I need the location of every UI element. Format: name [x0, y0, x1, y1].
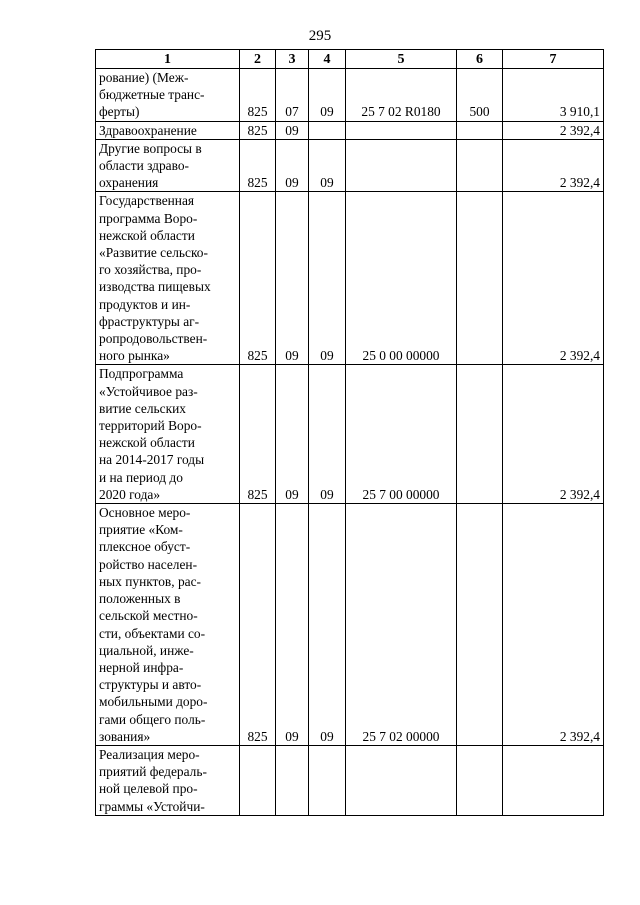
section-code-cell: 07 [276, 69, 309, 122]
row-name-line: и на период до [99, 469, 183, 485]
row-name-line: продуктов и ин- [99, 296, 191, 312]
expense-type-cell [457, 365, 503, 504]
subsection-code-cell: 09 [309, 139, 346, 192]
row-name-line: витие сельских [99, 400, 186, 416]
row-name-cell [96, 504, 240, 746]
table-header-row [96, 50, 604, 69]
row-name-cell [96, 745, 240, 815]
row-name-line: территорий Воро- [99, 418, 202, 434]
row-name-line: «Развитие сельско- [99, 245, 208, 261]
subsection-code-cell [309, 121, 346, 139]
section-code-cell: 09 [276, 192, 309, 365]
row-name-line: граммы «Устойчи- [99, 798, 205, 814]
row-name-line: фраструктуры аг- [99, 313, 200, 329]
expense-type-cell: 500 [457, 69, 503, 122]
amount-cell: 2 392,4 [503, 365, 604, 504]
target-item-cell: 25 7 02 R0180 [346, 69, 457, 122]
amount-cell: 2 392,4 [503, 121, 604, 139]
ministry-code-cell: 825 [240, 365, 276, 504]
ministry-code-cell: 825 [240, 192, 276, 365]
table-row [96, 69, 604, 122]
row-name-line: мобильными доро- [99, 694, 208, 710]
column-header: 4 [309, 50, 346, 69]
row-name-line: Подпрограмма [99, 366, 184, 382]
row-name-line: Другие вопросы в [99, 140, 202, 156]
table-row [96, 365, 604, 504]
row-name-line: положенных в [99, 591, 181, 607]
page-number: 295 [308, 28, 332, 44]
row-name-line: Основное меро- [99, 505, 191, 521]
target-item-cell [346, 745, 457, 815]
column-header: 1 [96, 50, 240, 69]
row-name-line: Реализация меро- [99, 746, 200, 762]
row-name-line: ного рынка» [99, 348, 170, 364]
ministry-code-cell: 825 [240, 69, 276, 122]
column-header: 3 [276, 50, 309, 69]
amount-cell [503, 745, 604, 815]
row-name-line: Здравоохранение [99, 122, 197, 138]
section-code-cell: 09 [276, 139, 309, 192]
row-name-line: «Устойчивое раз- [99, 383, 198, 399]
row-name-line: ропродовольствен- [99, 331, 208, 347]
row-name-line: на 2014-2017 годы [99, 452, 205, 468]
row-name-line: ферты) [99, 104, 140, 120]
row-name-line: структуры и авто- [99, 677, 202, 693]
ministry-code-cell: 825 [240, 121, 276, 139]
table-row [96, 745, 604, 815]
subsection-code-cell: 09 [309, 192, 346, 365]
row-name-line: охранения [99, 175, 159, 191]
row-name-cell [96, 365, 240, 504]
row-name-line: ных пунктов, рас- [99, 573, 201, 589]
row-name-cell [96, 121, 240, 139]
row-name-line: циальной, инже- [99, 642, 194, 658]
row-name-cell [96, 139, 240, 192]
expense-type-cell [457, 504, 503, 746]
column-header: 2 [240, 50, 276, 69]
target-item-cell: 25 0 00 00000 [346, 192, 457, 365]
target-item-cell: 25 7 00 00000 [346, 365, 457, 504]
subsection-code-cell: 09 [309, 69, 346, 122]
subsection-code-cell: 09 [309, 365, 346, 504]
row-name-line: нежской области [99, 435, 195, 451]
row-name-line: сельской местно- [99, 608, 198, 624]
row-name-line: приятие «Ком- [99, 522, 183, 538]
row-name-line: приятий федераль- [99, 764, 207, 780]
expense-type-cell [457, 139, 503, 192]
row-name-line: нерной инфра- [99, 659, 184, 675]
target-item-cell: 25 7 02 00000 [346, 504, 457, 746]
ministry-code-cell: 825 [240, 139, 276, 192]
amount-cell: 2 392,4 [503, 139, 604, 192]
expense-type-cell [457, 192, 503, 365]
section-code-cell: 09 [276, 365, 309, 504]
row-name-line: Государственная [99, 193, 195, 209]
row-name-line: сти, объектами со- [99, 625, 206, 641]
expense-type-cell [457, 121, 503, 139]
row-name-cell [96, 69, 240, 122]
column-header: 5 [346, 50, 457, 69]
target-item-cell [346, 139, 457, 192]
column-header: 7 [503, 50, 604, 69]
budget-table [95, 49, 604, 816]
table-row [96, 139, 604, 192]
row-name-line: ной целевой про- [99, 781, 198, 797]
amount-cell: 3 910,1 [503, 69, 604, 122]
row-name-line: изводства пищевых [99, 279, 211, 295]
expense-type-cell [457, 745, 503, 815]
row-name-line: рование) (Меж- [99, 70, 189, 85]
row-name-line: области здраво- [99, 158, 189, 174]
ministry-code-cell [240, 745, 276, 815]
column-header: 6 [457, 50, 503, 69]
section-code-cell [276, 745, 309, 815]
row-name-line: плексное обуст- [99, 539, 191, 555]
amount-cell: 2 392,4 [503, 192, 604, 365]
row-name-line: ройство населен- [99, 556, 198, 572]
section-code-cell: 09 [276, 504, 309, 746]
row-name-line: нежской области [99, 227, 195, 243]
row-name-line: бюджетные транс- [99, 87, 205, 103]
row-name-line: го хозяйства, про- [99, 262, 202, 278]
ministry-code-cell: 825 [240, 504, 276, 746]
row-name-line: гами общего поль- [99, 711, 206, 727]
row-name-line: 2020 года» [99, 486, 161, 502]
subsection-code-cell [309, 745, 346, 815]
table-row [96, 121, 604, 139]
section-code-cell: 09 [276, 121, 309, 139]
amount-cell: 2 392,4 [503, 504, 604, 746]
row-name-cell [96, 192, 240, 365]
table-row [96, 192, 604, 365]
subsection-code-cell: 09 [309, 504, 346, 746]
target-item-cell [346, 121, 457, 139]
row-name-line: программа Воро- [99, 210, 198, 226]
table-row [96, 504, 604, 746]
row-name-line: зования» [99, 728, 151, 744]
